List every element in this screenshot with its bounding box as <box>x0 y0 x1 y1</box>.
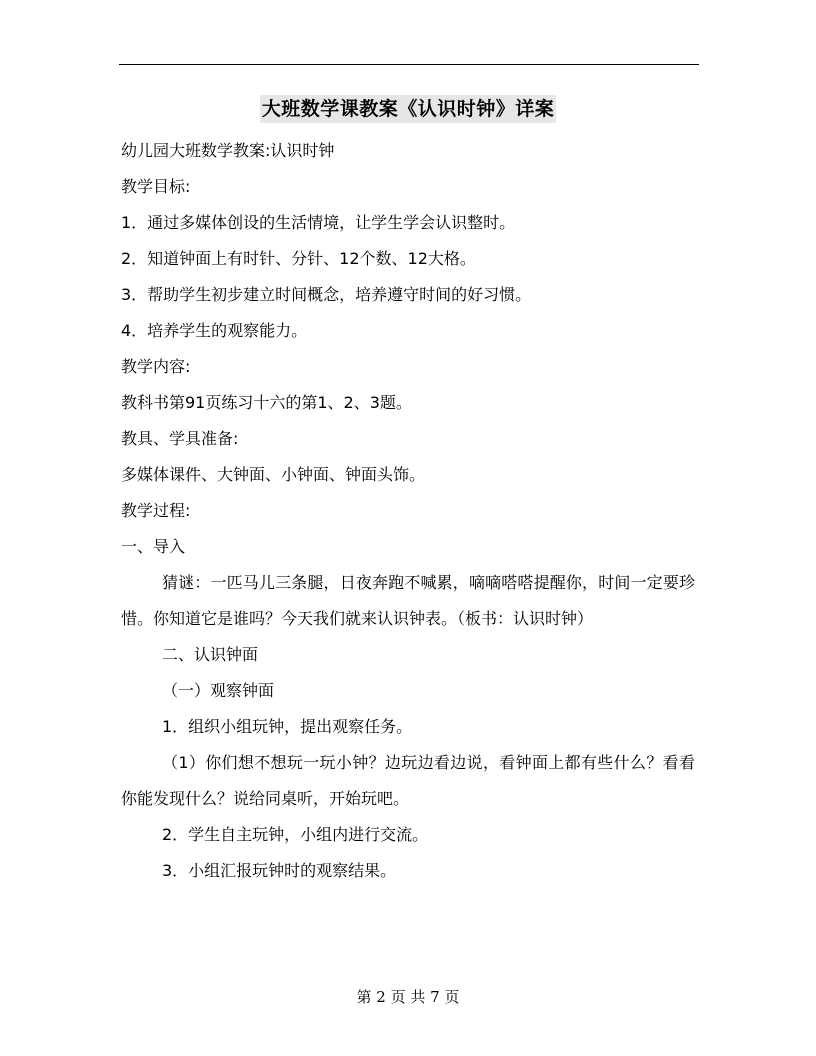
objective-item-3: 3．帮助学生初步建立时间概念，培养遵守时间的好习惯。 <box>121 285 532 304</box>
question-paragraph: （1）你们想不想玩一玩小钟？边玩边看边说，看钟面上都有些什么？看看你能发现什么？说给同桌听，开始玩吧。 <box>121 753 695 808</box>
subtitle-line: 幼儿园大班数学教案:认识时钟 <box>121 141 335 160</box>
step-3: 3．小组汇报玩钟时的观察结果。 <box>162 861 397 880</box>
step-2: 2．学生自主玩钟，小组内进行交流。 <box>162 825 429 844</box>
content-text: 教科书第91页练习十六的第1、2、3题。 <box>121 393 412 412</box>
objective-item-2: 2．知道钟面上有时针、分针、12个数、12大格。 <box>121 249 476 268</box>
title-container <box>0 95 816 123</box>
document-body <box>121 133 695 889</box>
section-2-heading: 二、认识钟面 <box>162 645 259 664</box>
objectives-heading: 教学目标: <box>121 177 191 196</box>
section-1-heading: 一、导入 <box>121 537 186 556</box>
riddle-paragraph: 猜谜：一匹马儿三条腿，日夜奔跑不喊累，嘀嘀嗒嗒提醒你，时间一定要珍惜。你知道它是谁吗？今天我们就来认识钟表。（板书：认识时钟） <box>121 573 695 628</box>
document-title: 大班数学课教案《认识时钟》详案 <box>260 95 557 123</box>
header-rule <box>119 64 699 65</box>
process-heading: 教学过程: <box>121 501 191 520</box>
sub-1-heading: （一）观察钟面 <box>162 681 275 700</box>
page-number: 第 2 页 共 7 页 <box>356 988 460 1006</box>
content-heading: 教学内容: <box>121 357 191 376</box>
materials-heading: 教具、学具准备: <box>121 429 239 448</box>
objective-item-4: 4．培养学生的观察能力。 <box>121 321 308 340</box>
materials-text: 多媒体课件、大钟面、小钟面、钟面头饰。 <box>121 465 426 484</box>
objective-item-1: 1．通过多媒体创设的生活情境，让学生学会认识整时。 <box>121 213 516 232</box>
step-1: 1．组织小组玩钟，提出观察任务。 <box>162 717 413 736</box>
